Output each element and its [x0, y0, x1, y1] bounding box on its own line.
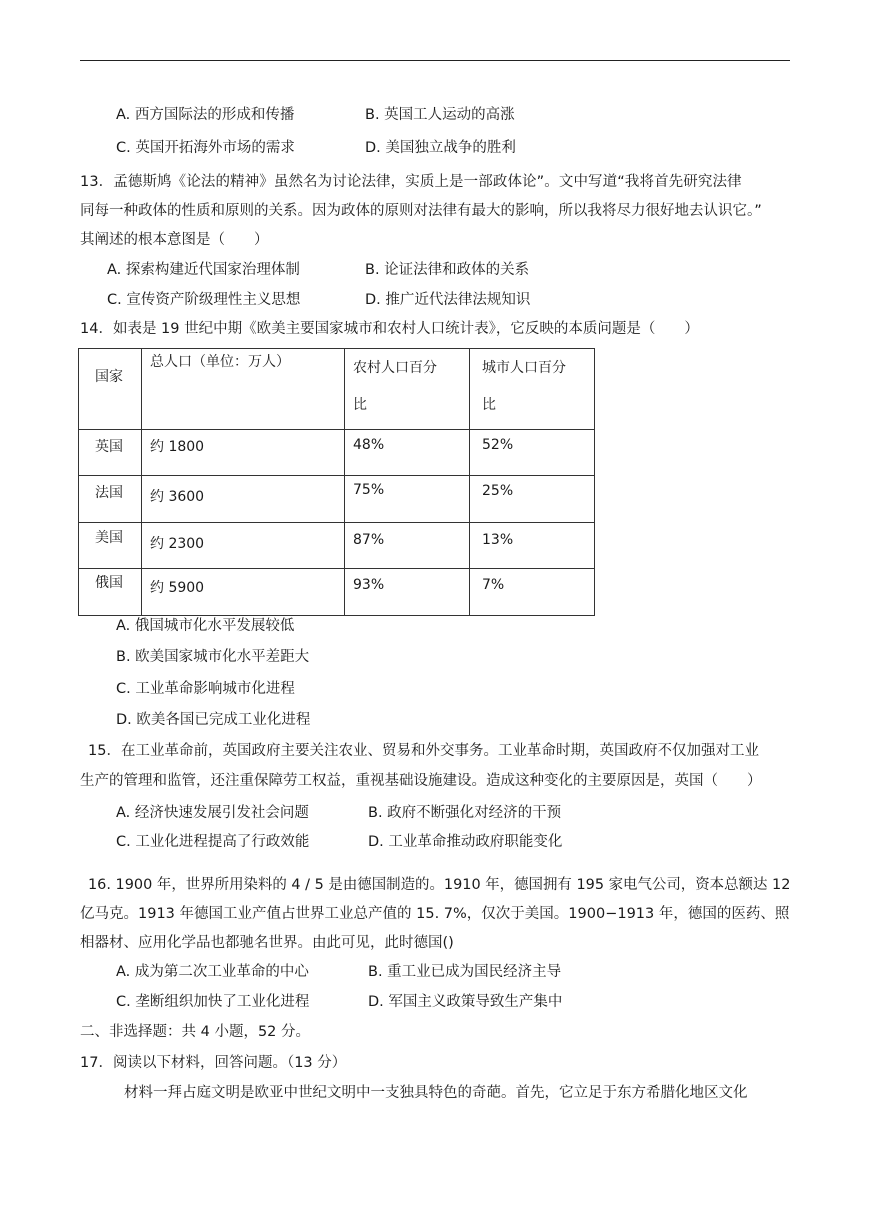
q15-option-c[interactable]: C. 工业化进程提高了行政效能 [116, 834, 310, 850]
header-total-population: 总人口（单位：万人） [150, 354, 290, 370]
q16-option-d[interactable]: D. 军国主义政策导致生产集中 [368, 994, 563, 1010]
q14-option-b[interactable]: B. 欧美国家城市化水平差距大 [116, 649, 310, 665]
q14-stem: 14．如表是 19 世纪中期《欧美主要国家城市和农村人口统计表》，它反映的本质问题是（ ） [80, 321, 699, 337]
row-urban: 52% [482, 437, 514, 453]
population-table [78, 348, 595, 616]
q13-stem-line-1: 13．孟德斯鸠《论法的精神》虽然名为讨论法律，实质上是一部政体论”。文中写道“我将首先研究法律 [80, 174, 742, 190]
table-row [79, 569, 595, 616]
table-header-row [79, 349, 595, 430]
q15-stem-line-2: 生产的管理和监管，还注重保障劳工权益，重视基础设施建设。造成这种变化的主要原因是，英国（ ） [80, 773, 762, 789]
table-row [79, 430, 595, 476]
q12-option-a[interactable]: A. 西方国际法的形成和传播 [116, 107, 295, 123]
q16-option-a[interactable]: A. 成为第二次工业革命的中心 [116, 964, 309, 980]
row-urban: 25% [482, 483, 514, 499]
q17-stem: 17．阅读以下材料，回答问题。（13 分） [80, 1055, 347, 1071]
q13-option-a[interactable]: A. 探索构建近代国家治理体制 [107, 262, 300, 278]
q16-option-b[interactable]: B. 重工业已成为国民经济主导 [368, 964, 562, 980]
row-country: 英国 [95, 439, 123, 455]
header-country: 国家 [95, 369, 123, 385]
row-country: 美国 [95, 530, 123, 546]
header-urban-line-2: 比 [482, 397, 496, 413]
table-row [79, 476, 595, 523]
header-rural-line-2: 比 [353, 397, 367, 413]
q15-option-a[interactable]: A. 经济快速发展引发社会问题 [116, 805, 309, 821]
row-total: 约 3600 [150, 489, 205, 505]
q15-stem-line-1: 15．在工业革命前，英国政府主要关注农业、贸易和外交事务。工业革命时期，英国政府不仅加强对工业 [88, 743, 759, 759]
q15-option-b[interactable]: B. 政府不断强化对经济的干预 [368, 805, 562, 821]
q14-option-c[interactable]: C. 工业革命影响城市化进程 [116, 681, 295, 697]
row-rural: 93% [353, 577, 385, 593]
row-total: 约 1800 [150, 439, 205, 455]
q16-stem-line-3: 相器材、应用化学品也都驰名世界。由此可见，此时德国() [80, 935, 454, 951]
q12-option-b[interactable]: B. 英国工人运动的高涨 [365, 107, 515, 123]
row-country: 法国 [95, 485, 123, 501]
q17-material-1: 材料一拜占庭文明是欧亚中世纪文明中一支独具特色的奇葩。首先，它立足于东方希腊化地区文化 [124, 1085, 748, 1101]
header-urban-line-1: 城市人口百分 [482, 360, 566, 376]
q13-option-b[interactable]: B. 论证法律和政体的关系 [365, 262, 530, 278]
q13-option-c[interactable]: C. 宣传资产阶级理性主义思想 [107, 292, 301, 308]
q13-option-d[interactable]: D. 推广近代法律法规知识 [365, 292, 531, 308]
q15-option-d[interactable]: D. 工业革命推动政府职能变化 [368, 834, 563, 850]
q13-stem-line-3: 其阐述的根本意图是（ ） [80, 232, 269, 248]
q14-option-d[interactable]: D. 欧美各国已完成工业化进程 [116, 712, 311, 728]
q14-option-a[interactable]: A. 俄国城市化水平发展较低 [116, 618, 295, 634]
row-total: 约 2300 [150, 536, 205, 552]
q12-option-c[interactable]: C. 英国开拓海外市场的需求 [116, 140, 295, 156]
row-urban: 7% [482, 577, 505, 593]
row-urban: 13% [482, 532, 514, 548]
row-total: 约 5900 [150, 580, 205, 596]
q16-stem-line-2: 亿马克。1913 年德国工业产值占世界工业总产值的 15. 7%，仅次于美国。1900−1913 年，德国的医药、照 [80, 906, 790, 922]
row-country: 俄国 [95, 575, 123, 591]
section-2-title: 二、非选择题：共 4 小题，52 分。 [80, 1024, 311, 1040]
q13-stem-line-2: 同每一种政体的性质和原则的关系。因为政体的原则对法律有最大的影响，所以我将尽力很好地去认识它。” [80, 203, 762, 219]
header-rural-line-1: 农村人口百分 [353, 360, 437, 376]
header-rule [80, 60, 790, 61]
q16-option-c[interactable]: C. 垄断组织加快了工业化进程 [116, 994, 310, 1010]
row-rural: 48% [353, 437, 385, 453]
row-rural: 75% [353, 482, 385, 498]
q16-stem-line-1: 16. 1900 年，世界所用染料的 4 / 5 是由德国制造的。1910 年，德国拥有 195 家电气公司，资本总额达 12 [88, 877, 791, 893]
row-rural: 87% [353, 532, 385, 548]
table-row [79, 523, 595, 569]
q12-option-d[interactable]: D. 美国独立战争的胜利 [365, 140, 516, 156]
